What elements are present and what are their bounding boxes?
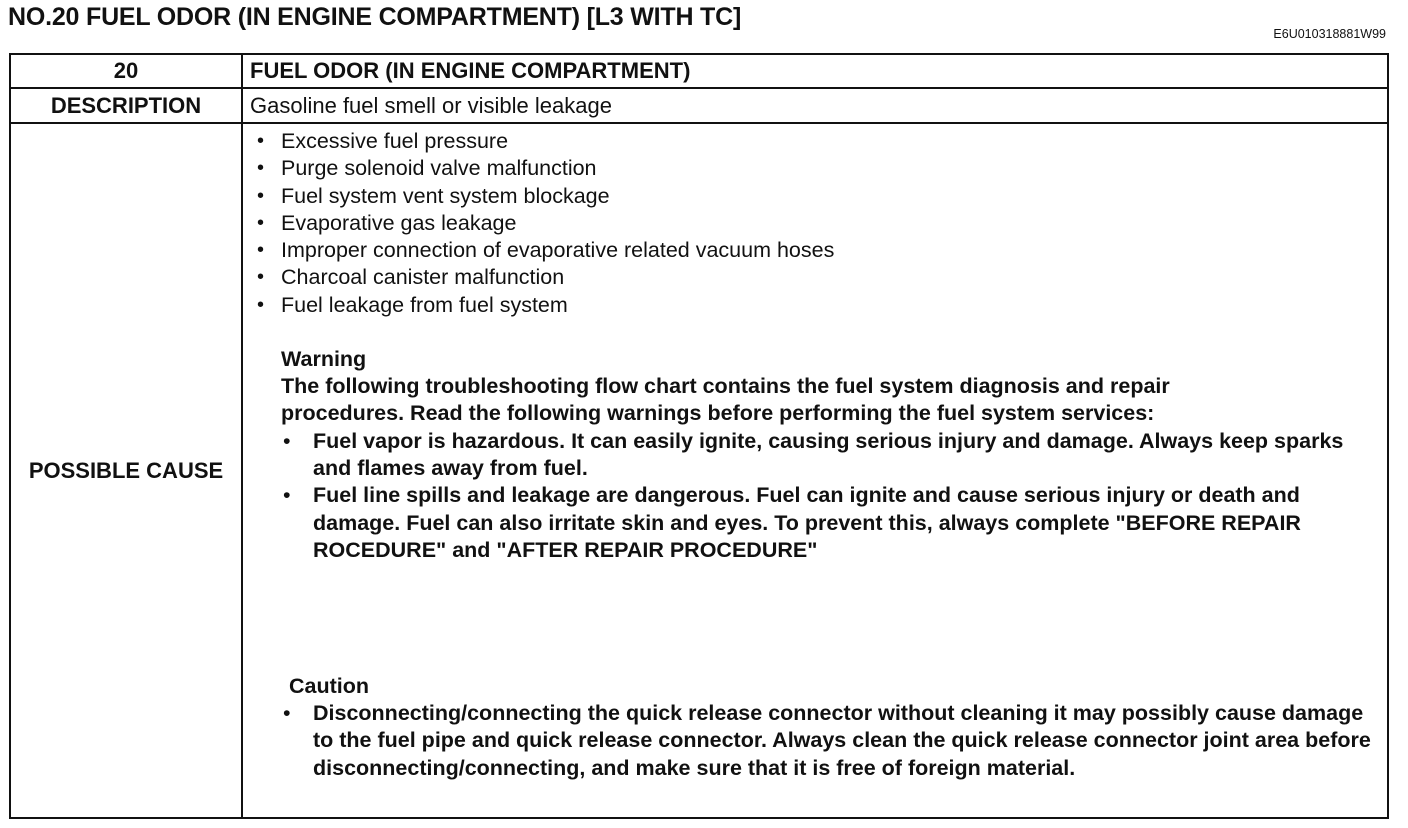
warning-intro-line: procedures. Read the following warnings before performing the fuel system services: [281, 401, 1155, 426]
troubleshooting-table [9, 53, 1389, 819]
cause-item: • Evaporative gas leakage [257, 210, 1387, 237]
caution-list [289, 700, 1387, 782]
warning-intro-line: The following troubleshooting flow chart contains the fuel system diagnosis and repair [281, 374, 1170, 399]
table-row-description [10, 88, 1388, 123]
cause-item: • Excessive fuel pressure [257, 128, 1387, 155]
cause-item: • Charcoal canister malfunction [257, 264, 1387, 291]
possible-cause-content [242, 123, 1388, 818]
table-row-header [10, 54, 1388, 88]
warning-item: • Fuel vapor is hazardous. It can easily ignite, causing serious injury and damage. Always keep sparks and flames away from fuel. [281, 428, 1387, 483]
caution-block [289, 672, 1387, 782]
row-title: FUEL ODOR (IN ENGINE COMPARTMENT) [242, 54, 1388, 88]
warning-list [281, 428, 1387, 564]
cause-item: • Fuel leakage from fuel system [257, 292, 1387, 319]
description-label: DESCRIPTION [10, 88, 242, 123]
cause-item: • Purge solenoid valve malfunction [257, 155, 1387, 182]
row-number: 20 [10, 54, 242, 88]
warning-block [281, 345, 1387, 564]
caution-item: • Disconnecting/connecting the quick release connector without cleaning it may possibly cause damage to the fuel pipe and quick release connector. Always clean the quick release connector joint area before disconnecting/connecting, and make sure that it is free of foreign material. [289, 700, 1387, 782]
warning-heading: Warning [281, 347, 367, 372]
possible-cause-label: POSSIBLE CAUSE [10, 123, 242, 818]
cause-item: • Fuel system vent system blockage [257, 183, 1387, 210]
cause-list [257, 128, 1387, 319]
warning-item: • Fuel line spills and leakage are dangerous. Fuel can ignite and cause serious injury or death and damage. Fuel can also irritate skin and eyes. To prevent this, always complete "BEFORE REPAIR ROCEDURE" and "AFTER REPAIR PROCEDURE" [281, 482, 1387, 564]
page-title: NO.20 FUEL ODOR (IN ENGINE COMPARTMENT) [L3 WITH TC] [8, 3, 742, 31]
description-value: Gasoline fuel smell or visible leakage [242, 88, 1388, 123]
document-id: E6U010318881W99 [1273, 27, 1386, 41]
table-row-possible-cause [10, 123, 1388, 818]
cause-item: • Improper connection of evaporative related vacuum hoses [257, 237, 1387, 264]
caution-heading: Caution [289, 674, 370, 699]
